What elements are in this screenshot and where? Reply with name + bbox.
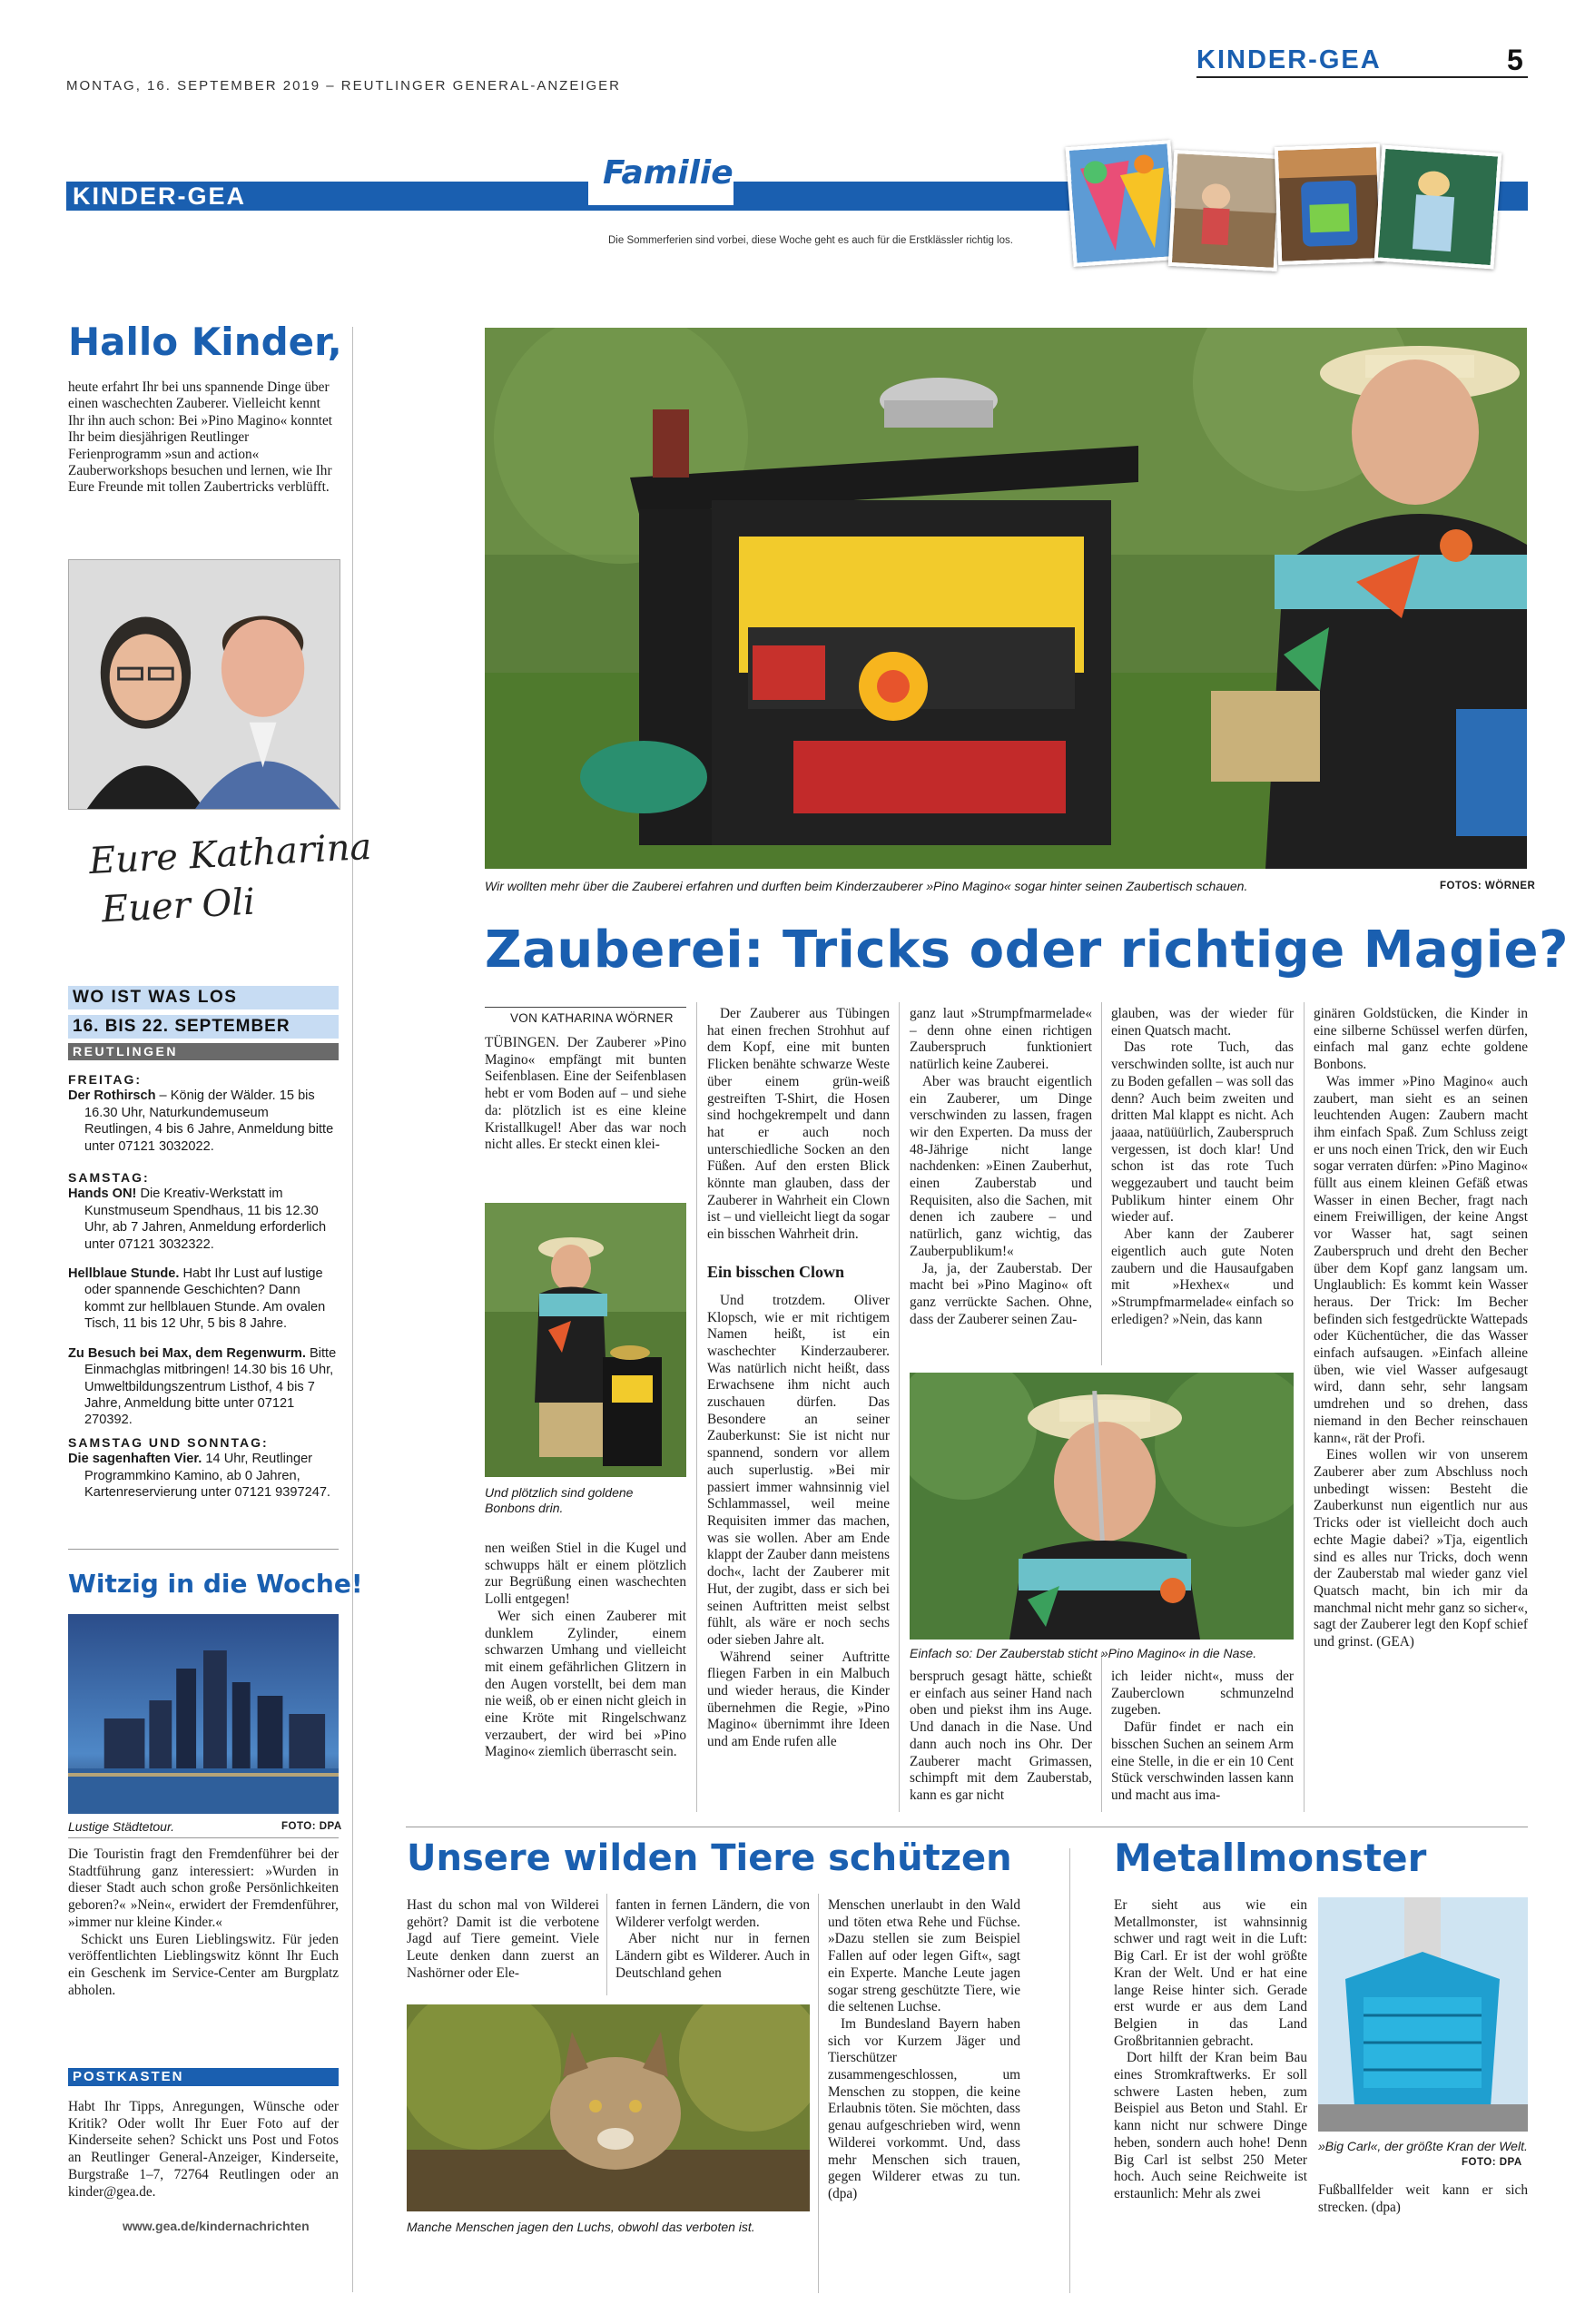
skyline-caption: Lustige Städtetour. <box>68 1819 175 1834</box>
header-section-label: KINDER-GEA <box>1196 45 1382 74</box>
article-paragraph: Dort hilft der Kran beim Bau eines Stromkraftwerks. Er soll schwere Lasten heben, zum Beispiel aus Beton und Stahl. Er kann nicht nur schwere Dinge heben, sondern auch hohe! Denn Big Carl ist selbst 250 Meter hoch. Auch seine Reichweite ist erstaunlich: Mehr als zwei <box>1114 2050 1307 2201</box>
metal-text-end <box>1318 2182 1528 2216</box>
event-text: Die Kreativ-Werkstatt im Kunstmuseum Spendhaus, 11 bis 12.30 Uhr, ab 7 Jahren, Anmeldung erforderlich unter 07121 3032322. <box>84 1187 327 1252</box>
events-city: REUTLINGEN <box>73 1044 178 1059</box>
magician-small-photo <box>485 1203 686 1477</box>
postbox-text <box>68 2099 339 2201</box>
article-paragraph: TÜBINGEN. Der Zauberer »Pino Magino« empfängt mit bunten Seifenblasen. Eine der Seifenblasen hebt er vom Boden auf – und siehe da: plötzlich ist es eine kleine Kristallkugel! Aber das war noch nicht alles. Er steckt einen klei- <box>485 1035 686 1153</box>
page-number: 5 <box>1507 44 1523 76</box>
banner-label: KINDER-GEA <box>73 182 247 210</box>
event-text: – König der Wälder. 15 bis 16.30 Uhr, Naturkundemuseum Reutlingen, 4 bis 6 Jahre, Anmeldung bitte unter 07121 3032022. <box>84 1088 334 1154</box>
article-col3-bottom <box>910 1669 1092 1805</box>
event-item <box>68 1088 339 1155</box>
article-paragraph: berspruch gesagt hätte, schießt er einfach aus seiner Hand nach oben und piekst ihm ins Auge. Und danach in die Nase. Und dann auch noch ins Ohr. Der Zauberer macht Grimassen, schimpft mit dem Zauberstab, kann es gar nicht <box>910 1669 1092 1803</box>
article-paragraph: glauben, was der wieder für einen Quatsch macht. <box>1111 1006 1294 1039</box>
event-item <box>68 1451 339 1501</box>
familie-logo: Familie <box>603 154 734 192</box>
col-rule-2 <box>899 1002 900 1812</box>
events-divider <box>68 1549 339 1550</box>
event-item <box>68 1186 339 1253</box>
col-rule-3b <box>1101 1652 1102 1812</box>
crane-caption: »Big Carl«, der größte Kran der Welt. <box>1318 2139 1528 2153</box>
byline: VON KATHARINA WÖRNER <box>510 1011 674 1025</box>
small-photo-caption: Und plötzlich sind goldene Bonbons drin. <box>485 1485 634 1515</box>
events-title: WO IST WAS LOS <box>73 988 238 1007</box>
col-rule-4 <box>1304 1002 1305 1812</box>
article-paragraph: nen weißen Stiel in die Kugel und schwupps hält er einem plötzlich zur Begrüßung einen waschechten Lolli entgegen! <box>485 1541 686 1608</box>
signature-katharina: Eure Katharina <box>88 825 373 883</box>
animals-col3 <box>828 1897 1020 2203</box>
skyline-photo <box>68 1614 339 1814</box>
skyline-credit: FOTO: DPA <box>281 1821 342 1832</box>
event-text: Habt Ihr Lust auf lustige oder spannende Geschichten? Dann kommt zur hellblauen Stunde. Am ovalen Tisch, 11 bis 12 Uhr, 5 bis 8 Jahre. <box>84 1266 326 1332</box>
animals-rule-2 <box>818 1894 819 2293</box>
magician-nose-photo <box>910 1373 1294 1640</box>
banner-teaser: Die Sommerferien sind vorbei, diese Woche geht es auch für die Erstklässler richtig los. <box>608 235 1013 246</box>
main-photo-caption: Wir wollten mehr über die Zauberei erfahren und durften beim Kinderzauberer »Pino Magino« sogar hinter seinen Zaubertisch schauen. <box>485 879 1248 893</box>
postbox-url[interactable]: www.gea.de/kindernachrichten <box>123 2219 310 2233</box>
animals-rule-1 <box>606 1894 607 1995</box>
article-paragraph: Im Bundesland Bayern haben sich vor Kurzem Jäger und Tierschützer zusammengeschlossen, um Menschen zu stoppen, die keine Erlaubnis töten. Sie möchten, dass genau aufgeschrieben wird, wenn Wilderei vorkommt. Und, dass mehr Menschen sich trauen, gegen Wilderer etwas zu tun. (dpa) <box>828 2015 1020 2201</box>
article-col4-bottom <box>1111 1669 1294 1805</box>
article-col1-top <box>485 1035 686 1154</box>
article-paragraph: ganz laut »Strumpfmarmelade« – denn ohne einen richtigen Zauberspruch funktioniert natürlich keine Zauberei. <box>910 1006 1092 1073</box>
article-paragraph: Eines wollen wir von unserem Zauberer aber zum Abschluss noch unbedingt wissen: Besteht die Zauberkunst nun eigentlich nur aus Tricks oder ist vielleicht doch auch echte Magie dabei? »Tja, eigentlich sind es alles nur Tricks, doch wenn der Zauberstab mal wieder ganz viel Quatsch macht, bin ich mir da manchmal nicht mehr ganz so sicher«, sagt der Zauberer legt den Kopf schief und grinst. (GEA) <box>1314 1447 1528 1650</box>
article-col5 <box>1314 1006 1528 1651</box>
event-text: Bitte Einmachglas mitbringen! 14.30 bis 16 Uhr, Umweltbildungszentrum Listhof, 4 bis 7 Jahre, Anmeldung bitte unter 07121 270392. <box>84 1345 337 1428</box>
crane-credit: FOTO: DPA <box>1462 2157 1522 2168</box>
postbox-paragraph: Habt Ihr Tipps, Anregungen, Wünsche oder Kritik? Oder wollt Ihr Euer Foto auf der Kinderseite sehen? Schickt uns Post und Fotos an Reutlinger General-Anzeiger, Kinderseite, Burgstraße 1–7, 72764 Reutlingen oder an kinder@gea.de. <box>68 2099 339 2200</box>
article-paragraph: Der Zauberer aus Tübingen hat einen frechen Strohhut auf dem Kopf, eine mit bunten Flicken benähte schwarze Weste über einem grün-weiß gestreiften T-Shirt, die Hosen sind hochgekrempelt und dann hat er auch noch unterschiedliche Socken an den Füßen. Auf den ersten Blick könnte man glauben, dass der Zauberer in Wahrheit ein Clown ist – und vielleicht liegt da sogar ein bisschen Wahrheit drin. <box>707 1006 890 1243</box>
metal-text <box>1114 1897 1307 2203</box>
col-rule-3 <box>1101 1002 1102 1365</box>
article-col3 <box>910 1006 1092 1328</box>
joke-text <box>68 1846 339 1999</box>
date-line: MONTAG, 16. SEPTEMBER 2019 – REUTLINGER GENERAL-ANZEIGER <box>66 78 622 94</box>
event-text: 14 Uhr, Reutlinger Programmkino Kamino, ab 0 Jahren, Kartenreservierung unter 07121 9397247. <box>84 1452 330 1500</box>
header-rule <box>1196 76 1528 78</box>
joke-title: Witzig in die Woche! <box>68 1569 363 1599</box>
article-paragraph: Während seiner Auftritte fliegen Farben in ein Malbuch und wieder heraus, die Kinder übernehmen die Regie, »Pino Magino« übernimmt ihre Ideen und am Ende rufen alle <box>707 1649 890 1750</box>
article-paragraph: Das rote Tuch, das verschwinden sollte, ist auch nur zu Boden gefallen – was soll das denn? Auch beim zweiten und dritten Mal klappt es nicht. Ach jaaaa, natüüürlich, Zauberspruch vergessen, ist doch klar! Und schon ist das rote Tuch weggezaubert und taucht beim Publikum hinter einem Ohr wieder auf. <box>1111 1039 1294 1226</box>
nose-photo-caption: Einfach so: Der Zauberstab sticht »Pino Magino« in die Nase. <box>910 1646 1257 1660</box>
article-paragraph: Wer sich einen Zauberer mit dunklem Zylinder, einem schwarzen Umhang und vielleicht mit einem gefährlichen Glitzern in den Augen vorstellt, bei dem man nie weiß, ob er einen nicht gleich in eine Kröte mit Ringelschwanz verzaubert, der wird bei »Pino Magino« ziemlich überrascht sein. <box>485 1608 686 1760</box>
greeting-text: heute erfahrt Ihr bei uns spannende Dinge über einen waschechten Zauberer. Vielleicht kennt Ihr ihn auch schon: Bei »Pino Magino« konntet Ihr beim diesjährigen Reutlinger Ferienprogramm »sun and action« Zauberworkshops besuchen und lernen, wie Ihr Eure Freunde mit tollen Zaubertricks verblüfft. <box>68 379 333 496</box>
col-rule-1 <box>696 1002 697 1812</box>
event-day-weekend: SAMSTAG UND SONNTAG: <box>68 1434 269 1450</box>
event-item <box>68 1345 339 1429</box>
event-title: Hellblaue Stunde. <box>68 1266 180 1282</box>
event-title: Der Rothirsch <box>68 1088 156 1104</box>
lynx-photo <box>407 2004 810 2211</box>
banner-photo-chalkboard <box>1374 145 1502 270</box>
banner-photo-girl-class <box>1168 150 1284 271</box>
editors-photo <box>68 559 340 810</box>
joke-paragraph: Schickt uns Euren Lieblingswitz. Für jeden veröffentlichten Lieblingswitz könnt Ihr Euch ein Geschenk im Service-Center am Burgplatz abholen. <box>68 1931 339 1998</box>
main-headline: Zauberei: Tricks oder richtige Magie? <box>485 921 1569 980</box>
byline-rule <box>485 1007 686 1008</box>
article-col2 <box>707 1006 890 1751</box>
article-paragraph: Aber nicht nur in fernen Ländern gibt es Wilderer. Auch in Deutschland gehen <box>615 1931 810 1981</box>
animals-headline: Unsere wilden Tiere schützen <box>407 1837 1012 1879</box>
events-dates: 16. BIS 22. SEPTEMBER <box>73 1017 290 1036</box>
signature-oli: Euer Oli <box>100 881 256 931</box>
article-paragraph: Ja, ja, der Zauberstab. Der macht bei »Pino Magino« oft ganz verrückte Sachen. Ohne, dass der Zauberer seinen Zau- <box>910 1260 1092 1327</box>
events-list <box>68 1069 339 1501</box>
article-paragraph: Er sieht aus wie ein Metallmonster, ist wahnsinnig schwer und ragt weit in die Luft: Big Carl. Er ist der wohl größte Kran der Welt. Und er hat eine lange Reise hinter sich. Gerade erst wurde er aus dem Land Belgien in das Land Großbritannien gebracht. <box>1114 1897 1307 2049</box>
article-paragraph: Aber kann der Zauberer eigentlich auch gute Noten zaubern und die Hausaufgaben mit »Hexhex« und »Strumpfmarmelade« einfach so erledigen? »Nein, das kann <box>1111 1226 1294 1327</box>
crane-photo <box>1318 1897 1528 2132</box>
event-title: Hands ON! <box>68 1187 137 1202</box>
metal-headline: Metallmonster <box>1114 1836 1427 1880</box>
animals-col1 <box>407 1897 599 1983</box>
lynx-caption: Manche Menschen jagen den Luchs, obwohl das verboten ist. <box>407 2220 755 2234</box>
article-paragraph: Hast du schon mal von Wilderei gehört? Damit ist die verbotene Jagd auf Tiere gemeint. Viele Leute denken dann zuerst an Nashörner oder Ele- <box>407 1897 599 1981</box>
sidebar-rule <box>352 327 353 2292</box>
article-paragraph: Fußballfelder weit kann er sich strecken. (dpa) <box>1318 2182 1528 2215</box>
article-paragraph: ginären Goldstücken, die Kinder in eine silberne Schüssel werfen dürfen, einfach mal ganz echte goldene Bonbons. <box>1314 1006 1528 1073</box>
article-paragraph: Und trotzdem. Oliver Klopsch, wie er mit richtigem Namen heißt, ist ein waschechter Kinderzauberer. Was natürlich nicht heißt, dass Erwachsene ihm nicht auch zuschauen dürfen. Das Besondere an seiner Zauberkunst: Sie ist nicht nur spannend, sondern vor allem auch superlustig. »Bei mir passiert immer wahnsinnig viel Schlammassel, weil meine Requisiten immer das machen, was sie wollen. Aber am Ende klappt der Zauber dann meistens doch«, lacht der Zauberer mit Hut, der zugibt, dass er sich bei seinen Auftritten meist selbst fühlt, als wäre er noch sechs oder sieben Jahre alt. <box>707 1292 890 1648</box>
article-paragraph: Dafür findet er nach ein bisschen Suchen an seinem Arm eine Stelle, in die er ein 10 Cent Stück verschwinden lassen kann und macht aus ima- <box>1111 1719 1294 1803</box>
event-day-friday: FREITAG: <box>68 1072 143 1087</box>
joke-divider <box>68 1837 339 1838</box>
article-subhead: Ein bisschen Clown <box>707 1262 845 1281</box>
greeting-title: Hallo Kinder, <box>68 320 342 364</box>
article-paragraph: Was immer »Pino Magino« auch zaubert, man sieht es an seinen leuchtenden Augen: Zaubern macht ihm einfach Spaß. Zum Schluss zeigt er uns noch einen Trick, den wir Euch sogar verraten dürfen: »Pino Magino« füllt aus einem kleinen Gefäß etwas Wasser in einen Becher, fragt nach einem Freiwilligen, der keine Angst vor Wasser hat, sagt seinen Zauberspruch und dreht den Becher über dem Kopf ganz langsam um. Unglaublich: Es kommt kein Wasser heraus. Der Trick: Im Becher befinden sich festgedrückte Wattepads oder Küchentücher, die das Wasser einfach aufsaugen. »Einfach alleine üben, wie viel Wasser aufgesaugt wird, dann sehr, sehr langsam umdrehen und so drehen, dass niemand in den Becher reinschauen kann«, rät der Profi. <box>1314 1073 1528 1446</box>
postbox-title: POSTKASTEN <box>73 2069 184 2084</box>
article-paragraph: ich leider nicht«, muss der Zauberclown schmunzelnd zugeben. <box>1111 1669 1294 1718</box>
event-title: Die sagenhaften Vier. <box>68 1452 202 1467</box>
animals-metal-rule <box>1069 1848 1070 2293</box>
magician-main-photo <box>485 328 1527 869</box>
article-col4 <box>1111 1006 1294 1328</box>
joke-paragraph: Die Touristin fragt den Fremdenführer bei der Stadtführung ganz interessiert: »Wurden in dieser Stadt auch schon große Persönlichkeiten geboren?« »Nein«, erwidert der Fremdenführer, »immer nur kleine Kinder.« <box>68 1846 339 1930</box>
article-col1-bottom <box>485 1541 686 1761</box>
event-day-saturday: SAMSTAG: <box>68 1170 150 1186</box>
animals-col2 <box>615 1897 810 1983</box>
event-title: Zu Besuch bei Max, dem Regenwurm. <box>68 1345 306 1361</box>
article-paragraph: Menschen unerlaubt in den Wald und töten etwa Rehe und Füchse. »Dazu stellen sie zum Beispiel Fallen auf oder legen Gift«, sagt ein Experte. Manche Leute jagen sogar streng geschützte Tiere, wie die seltenen Luchse. <box>828 1897 1020 2015</box>
banner-photo-school-cones <box>1066 140 1179 267</box>
article-paragraph: Aber was braucht eigentlich ein Zauberer, um Dinge verschwinden zu lassen, fragen wir den Experten. Da muss der 48-Jährige nicht lange nachdenken: »Einen Zauberhut, einen Zauberstab und Requisiten, also die Sachen, mit denen ich zaubere – und natürlich, ganz wichtig, das Zauberpublikum!« <box>910 1073 1092 1259</box>
main-photo-credit: FOTOS: WÖRNER <box>1440 881 1536 891</box>
article-paragraph: fanten in fernen Ländern, die von Wilderer verfolgt werden. <box>615 1897 810 1930</box>
banner-photo-school-bag <box>1275 143 1383 265</box>
event-item <box>68 1265 339 1333</box>
